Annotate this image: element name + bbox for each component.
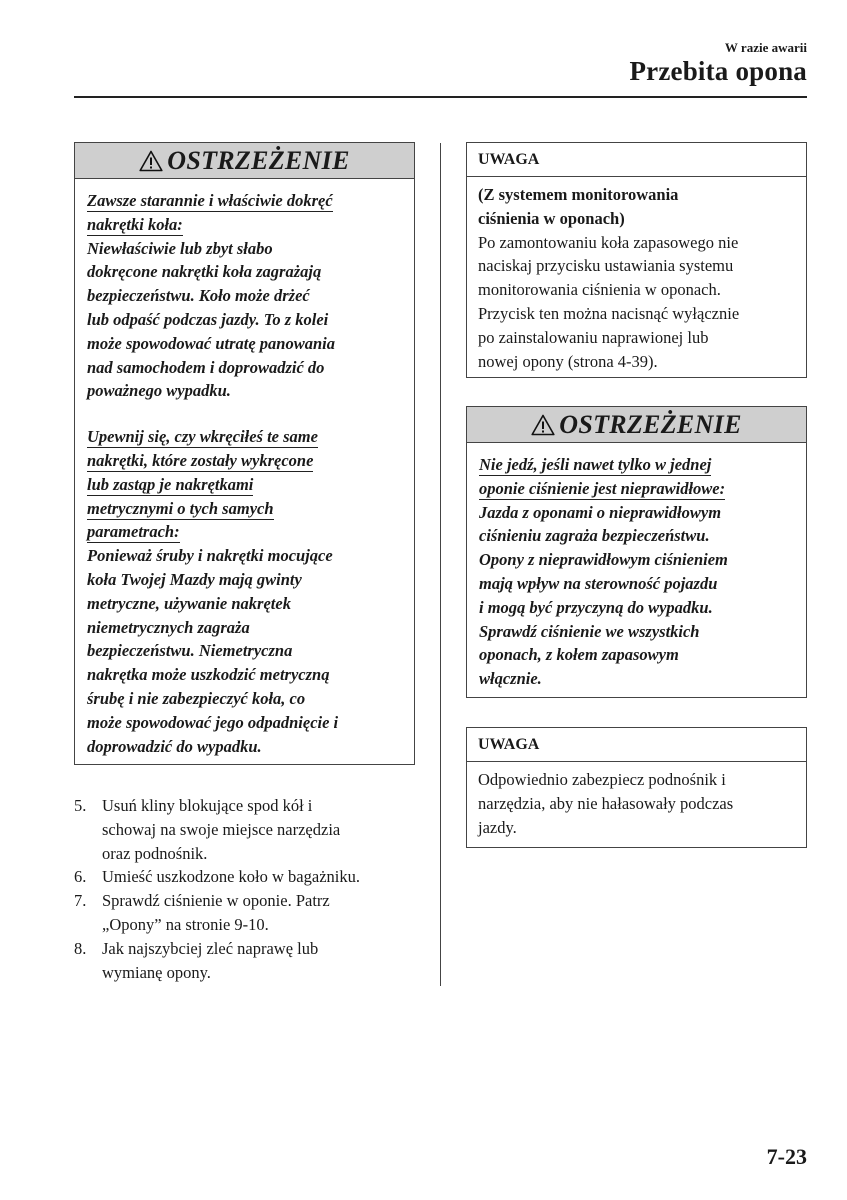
note-line: nowej opony (strona 4-39).	[478, 351, 658, 371]
warning-header	[467, 407, 806, 443]
warning-paragraph	[87, 425, 402, 758]
step-text	[102, 794, 434, 865]
step-line: „Opony” na stronie 9-10.	[102, 914, 269, 934]
step-text	[102, 865, 434, 889]
warning-line: oponie ciśnienie jest nieprawidłowe:	[479, 478, 726, 498]
step-number: 5.	[74, 796, 87, 815]
list-item	[74, 889, 434, 937]
warning-line: bezpieczeństwu. Koło może drżeć	[87, 286, 310, 306]
warning-line: bezpieczeństwu. Niemetryczna	[87, 641, 293, 661]
warning-line: koła Twojej Mazdy mają gwinty	[87, 569, 302, 589]
page-number: 7-23	[766, 1144, 807, 1169]
warning-header	[75, 143, 414, 179]
list-item	[74, 865, 434, 889]
list-item	[74, 794, 434, 865]
warning-line: ciśnieniu zagraża bezpieczeństwu.	[479, 526, 710, 546]
warning-line: Nie jedź, jeśli nawet tylko w jednej	[479, 455, 712, 474]
warning-line: parametrach:	[87, 522, 180, 542]
header-rule	[74, 96, 807, 98]
warning-line: Zawsze starannie i właściwie dokręć	[87, 191, 333, 210]
note-box-jack	[466, 727, 807, 848]
page-title: Przebita opona	[629, 56, 807, 86]
warning-line: może spowodować utratę panowania	[87, 333, 335, 353]
step-text	[102, 889, 434, 937]
note-line: Odpowiednio zabezpiecz podnośnik i	[478, 770, 726, 789]
note-body	[467, 762, 806, 847]
warning-line: Sprawdź ciśnienie we wszystkich	[479, 621, 700, 641]
right-warning-box	[466, 406, 807, 698]
note-line: narzędzia, aby nie hałasowały podczas	[478, 793, 734, 813]
step-number: 7.	[74, 891, 87, 911]
warning-body	[467, 443, 806, 701]
warning-line: i mogą być przyczyną do wypadku.	[479, 597, 713, 617]
step-number: 6.	[74, 867, 87, 887]
warning-line: śrubę i nie zabezpieczyć koła, co	[87, 688, 306, 708]
warning-line: metrycznymi o tych samych	[87, 498, 274, 518]
note-box-tpms	[466, 142, 807, 378]
warning-title: OSTRZEŻENIE	[559, 409, 742, 439]
warning-line: Niewłaściwie lub zbyt słabo	[87, 238, 273, 258]
warning-line: nakrętki, które zostały wykręcone	[87, 450, 314, 470]
step-line: schowaj na swoje miejsce narzędzia	[102, 819, 341, 839]
warning-line: Ponieważ śruby i nakrętki mocujące	[87, 546, 333, 566]
warning-line: oponach, z kołem zapasowym	[479, 645, 679, 665]
warning-line: może spowodować jego odpadnięcie i	[87, 712, 339, 732]
warning-line: włącznie.	[479, 669, 542, 689]
note-line: naciskaj przycisku ustawiania systemu	[478, 256, 734, 276]
warning-line: poważnego wypadku.	[87, 381, 231, 401]
list-item	[74, 937, 434, 985]
left-warning-box	[74, 142, 415, 765]
column-divider	[440, 143, 441, 986]
warning-triangle-icon	[139, 150, 163, 172]
warning-triangle-icon	[531, 414, 555, 436]
warning-line: lub zastąp je nakrętkami	[87, 474, 254, 494]
note-line: jazdy.	[478, 817, 517, 837]
warning-line: dokręcone nakrętki koła zagrażają	[87, 262, 322, 282]
warning-body	[75, 179, 414, 768]
step-line: Usuń kliny blokujące spod kół i	[102, 796, 313, 815]
note-body	[467, 177, 806, 381]
warning-line: nakrętki koła:	[87, 214, 183, 234]
note-subtitle-line: ciśnienia w oponach)	[478, 208, 625, 228]
warning-line: nad samochodem i doprowadzić do	[87, 357, 325, 377]
warning-line: Upewnij się, czy wkręciłeś te same	[87, 427, 318, 447]
note-line: Po zamontowaniu koła zapasowego nie	[478, 232, 739, 252]
step-text	[102, 937, 434, 985]
step-line: Jak najszybciej zleć naprawę lub	[102, 938, 319, 958]
note-line: Przycisk ten można nacisnąć wyłącznie	[478, 303, 740, 323]
note-title: UWAGA	[467, 143, 806, 177]
steps-list	[74, 794, 434, 984]
warning-line: Opony z nieprawidłowym ciśnieniem	[479, 550, 728, 570]
step-line: Umieść uszkodzone koło w bagażniku.	[102, 867, 360, 887]
warning-line: niemetrycznych zagraża	[87, 617, 250, 637]
warning-line: nakrętka może uszkodzić metryczną	[87, 665, 330, 685]
note-subtitle-line: (Z systemem monitorowania	[478, 185, 679, 204]
section-name: W razie awarii	[724, 40, 807, 55]
step-number: 8.	[74, 938, 87, 958]
note-line: po zainstalowaniu naprawionej lub	[478, 327, 709, 347]
warning-line: Jazda z oponami o nieprawidłowym	[479, 502, 722, 522]
warning-line: lub odpaść podczas jazdy. To z kolei	[87, 309, 329, 329]
warning-line: doprowadzić do wypadku.	[87, 736, 262, 756]
step-line: Sprawdź ciśnienie w oponie. Patrz	[102, 891, 330, 911]
step-line: wymianę opony.	[102, 962, 211, 982]
warning-title: OSTRZEŻENIE	[167, 145, 350, 175]
step-line: oraz podnośnik.	[102, 843, 208, 863]
note-line: monitorowania ciśnienia w oponach.	[478, 280, 721, 300]
note-title: UWAGA	[467, 728, 806, 762]
warning-line: metryczne, używanie nakrętek	[87, 593, 291, 613]
warning-line: mają wpływ na sterowność pojazdu	[479, 573, 718, 593]
warning-paragraph	[87, 189, 402, 403]
